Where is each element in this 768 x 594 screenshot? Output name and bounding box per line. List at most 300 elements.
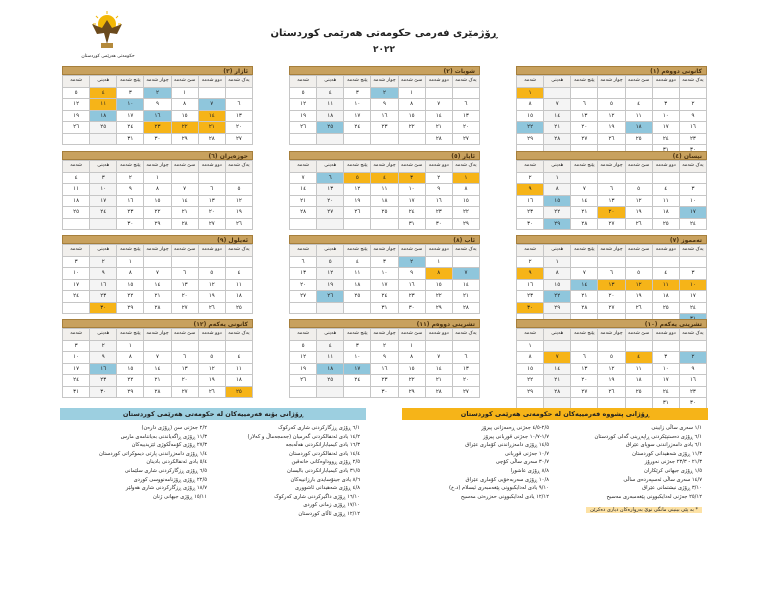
- day-cell: ٢٧: [198, 218, 225, 230]
- day-cell: ٢٩: [144, 218, 171, 230]
- day-cell: ٨: [425, 268, 452, 280]
- day-cell: ٢٣: [517, 207, 544, 219]
- day-cell: ١: [144, 172, 171, 184]
- day-cell: ٢٢: [117, 375, 144, 387]
- month-calendar: [62, 151, 253, 230]
- day-cell: [398, 133, 425, 145]
- day-cell: ٢٠: [198, 207, 225, 219]
- day-cell: [290, 302, 317, 314]
- day-cell: ١٤: [571, 279, 598, 291]
- day-cell: ٢٤: [652, 133, 679, 145]
- day-cell: ١٨: [652, 291, 679, 303]
- day-cell: ٧: [425, 99, 452, 111]
- day-cell: ٢٥: [652, 302, 679, 314]
- day-cell: ٧: [571, 268, 598, 280]
- day-cell: ٢٦: [317, 291, 344, 303]
- day-cell: ١٧: [398, 195, 425, 207]
- day-cell: ١: [452, 172, 479, 184]
- holiday-item: ٦/١ یادی دامەزراندنی سوپای عێراق: [625, 442, 702, 449]
- weekday-label: چوار شەمە: [598, 329, 625, 341]
- day-cell: ٤: [63, 172, 90, 184]
- day-cell: ٥: [317, 256, 344, 268]
- day-cell: ٥: [225, 184, 252, 196]
- weekday-label: هەینی: [317, 161, 344, 173]
- day-cell: [598, 87, 625, 99]
- day-cell: ٢٠: [598, 207, 625, 219]
- weekday-label: سێ شەمە: [171, 245, 198, 257]
- day-cell: ١٥: [144, 195, 171, 207]
- weekday-label: شەمە: [290, 245, 317, 257]
- day-cell: ١٠: [652, 110, 679, 122]
- day-cell: ٤: [652, 268, 679, 280]
- day-cell: [225, 87, 252, 99]
- day-cell: ٢: [398, 256, 425, 268]
- day-cell: ٩: [517, 268, 544, 280]
- holiday-item: ٢/٥-٤/٥ جەژنی ڕەمەزانی پیرۆز: [481, 425, 549, 431]
- day-cell: ٢٦: [198, 302, 225, 314]
- day-cell: ٢٨: [544, 133, 571, 145]
- day-cell: [290, 386, 317, 398]
- day-cell: ٢٤: [90, 207, 117, 219]
- day-cell: ١٥: [452, 195, 479, 207]
- day-cell: ٣٠: [517, 218, 544, 230]
- day-cell: ٢٥: [371, 207, 398, 219]
- day-cell: ٢٣: [517, 291, 544, 303]
- day-cell: ٥: [63, 87, 90, 99]
- day-cell: ٢٠: [452, 122, 479, 134]
- day-cell: [344, 218, 371, 230]
- day-cell: ١: [544, 172, 571, 184]
- day-cell: ١٧: [344, 363, 371, 375]
- weekday-label: شەمە: [290, 329, 317, 341]
- day-cell: ١٣: [171, 363, 198, 375]
- weekday-label: یەک شەمە: [679, 245, 706, 257]
- day-cell: ١٤: [171, 195, 198, 207]
- day-cell: ١٩: [625, 207, 652, 219]
- day-cell: ١٣: [317, 184, 344, 196]
- day-cell: ١٩: [317, 279, 344, 291]
- day-cell: ٥: [344, 172, 371, 184]
- day-cell: ١: [425, 256, 452, 268]
- day-cell: ١٠: [344, 352, 371, 364]
- day-cell: ١٢: [317, 268, 344, 280]
- month-title: تشرینی یەکەم (١٠): [516, 319, 707, 328]
- day-cell: ٣: [117, 87, 144, 99]
- holiday-item: ١٢/١٢ ڕۆژی ئاڵای کوردستان: [298, 510, 360, 517]
- day-cell: ٢٣: [371, 122, 398, 134]
- day-cell: ١٩: [63, 110, 90, 122]
- month-calendar: [62, 319, 253, 398]
- day-cell: ١١: [625, 110, 652, 122]
- month-title: ئاب (٨): [289, 235, 480, 244]
- day-cell: [198, 256, 225, 268]
- day-cell: ٤: [652, 184, 679, 196]
- day-cell: ٢٢: [517, 122, 544, 134]
- day-cell: ٣: [344, 87, 371, 99]
- day-cell: ٥: [598, 352, 625, 364]
- official-holidays-panel: [402, 408, 708, 513]
- day-cell: ١٣: [598, 279, 625, 291]
- day-cell: ٣٠: [371, 386, 398, 398]
- day-cell: ٢٨: [290, 207, 317, 219]
- day-cell: ٢١: [425, 375, 452, 387]
- day-cell: [198, 340, 225, 352]
- day-cell: ٢٠: [290, 279, 317, 291]
- day-cell: ١٨: [317, 110, 344, 122]
- holiday-item: ١٤/٥ ڕۆژی دامەزراندنی کۆماری عێراق: [465, 442, 549, 449]
- day-cell: ٢٩: [544, 218, 571, 230]
- holiday-item: ١/٤ ڕۆژی دامەزراندنی پارتی دیموکراتی کوردستان: [98, 450, 207, 457]
- day-cell: ٢٨: [571, 218, 598, 230]
- day-cell: ١٤: [144, 279, 171, 291]
- day-cell: [344, 133, 371, 145]
- day-cell: [679, 256, 706, 268]
- day-cell: ٧: [571, 184, 598, 196]
- day-cell: ٣: [398, 172, 425, 184]
- day-cell: ٨: [117, 352, 144, 364]
- weekday-label: سێ شەمە: [398, 329, 425, 341]
- holiday-item: ٢١/٣ - ٢٣/٣ جەژنی نەورۆز: [644, 459, 702, 466]
- holiday-item: ٢٧/٣ ڕۆژی کۆمەڵکوژی ئێزیدییەکان: [131, 442, 207, 449]
- day-cell: [452, 340, 479, 352]
- day-cell: ١: [517, 340, 544, 352]
- day-cell: ٩: [90, 352, 117, 364]
- weekday-label: پێنج شەمە: [571, 245, 598, 257]
- weekday-label: سێ شەمە: [625, 245, 652, 257]
- day-cell: ٢١: [290, 195, 317, 207]
- holiday-item: ٢/٢ جەژنی سن (ڕۆژی دارەن): [141, 425, 207, 431]
- day-cell: ٢٣: [679, 386, 706, 398]
- day-cell: ١٥: [425, 279, 452, 291]
- day-cell: ١٢: [625, 279, 652, 291]
- day-cell: ٢٢: [452, 207, 479, 219]
- day-cell: ١٤: [144, 363, 171, 375]
- day-cell: ٢٤: [63, 291, 90, 303]
- holiday-item: ١٦/٣ یادی کیمیابارانکردنی هەڵەبجە: [285, 442, 360, 449]
- day-cell: ١١: [317, 352, 344, 364]
- day-cell: ٣٠: [117, 218, 144, 230]
- day-cell: ٢٤: [679, 218, 706, 230]
- day-cell: ٦: [171, 352, 198, 364]
- day-cell: ١٤: [425, 363, 452, 375]
- holiday-item: ٣٠/٧ سەری ساڵی کۆچی: [495, 459, 549, 466]
- day-cell: ٢٤: [652, 386, 679, 398]
- day-cell: ١٨: [625, 122, 652, 134]
- weekday-label: چوار شەمە: [144, 76, 171, 88]
- holiday-item: ١٢/١٢ یادی لەدایکبوونی حەزرەتی مەسیح: [460, 493, 549, 500]
- day-cell: ١٢: [198, 363, 225, 375]
- weekday-label: سێ شەمە: [625, 76, 652, 88]
- day-cell: [652, 340, 679, 352]
- day-cell: [371, 218, 398, 230]
- day-cell: ١٦: [425, 195, 452, 207]
- day-cell: ١٢: [63, 99, 90, 111]
- holiday-item: ١/١ سەری ساڵی زایینی: [651, 425, 702, 431]
- day-cell: ٧: [452, 268, 479, 280]
- weekday-label: یەک شەمە: [679, 161, 706, 173]
- holiday-item: ١٤/٢ یادی ئەنفالکردنی گەرمیان (جەمجەماڵ و کەلار): [247, 433, 360, 440]
- month-title: شوبات (٢): [289, 66, 480, 75]
- weekday-label: پێنج شەمە: [344, 161, 371, 173]
- weekday-label: هەینی: [90, 76, 117, 88]
- holiday-item: ٣١/٥ یادی کیمیابارانکردنی بالیسان: [286, 467, 360, 474]
- day-cell: [171, 172, 198, 184]
- page-title: ڕۆژمێری فەرمی حکومەتی هەرێمی کوردستان: [270, 28, 498, 39]
- day-cell: ١٨: [317, 363, 344, 375]
- weekday-label: یەک شەمە: [225, 245, 252, 257]
- day-cell: ٢٧: [171, 302, 198, 314]
- weekday-label: شەمە: [63, 76, 90, 88]
- day-cell: ٨: [171, 99, 198, 111]
- weekday-label: چوار شەمە: [371, 245, 398, 257]
- day-cell: ١: [171, 87, 198, 99]
- holiday-item: ١٤/٧ سەری ساڵی ئەسپەردەی ساڵی: [623, 476, 702, 483]
- day-cell: [571, 256, 598, 268]
- day-cell: ٧: [544, 352, 571, 364]
- day-cell: ٢٧: [571, 133, 598, 145]
- month-title: حوزەیران (٦): [62, 151, 253, 160]
- day-cell: ١٧: [371, 279, 398, 291]
- day-cell: ٨: [517, 99, 544, 111]
- weekday-label: دوو شەمە: [198, 245, 225, 257]
- day-cell: ٧: [144, 268, 171, 280]
- day-cell: ١٥: [544, 195, 571, 207]
- weekday-label: دوو شەمە: [198, 76, 225, 88]
- weekday-label: سێ شەمە: [171, 161, 198, 173]
- day-cell: ٢٤: [398, 207, 425, 219]
- day-cell: ١٧: [652, 122, 679, 134]
- month-calendar: [516, 151, 707, 230]
- day-cell: ١٦: [679, 375, 706, 387]
- day-cell: ٣١: [63, 386, 90, 398]
- day-cell: ١١: [371, 184, 398, 196]
- holiday-item: ٣/١٠ ڕۆژی نیشتمانی عێراق: [642, 485, 702, 492]
- day-cell: ٣: [679, 268, 706, 280]
- day-cell: ٧: [425, 352, 452, 364]
- day-cell: ٢٩: [117, 302, 144, 314]
- day-cell: ١٥: [544, 279, 571, 291]
- day-cell: ٨: [144, 184, 171, 196]
- day-cell: ٢١: [452, 291, 479, 303]
- day-cell: ١٩: [598, 375, 625, 387]
- day-cell: ٢٣: [679, 133, 706, 145]
- day-cell: ١٦: [517, 195, 544, 207]
- day-cell: ٢٢: [398, 122, 425, 134]
- day-cell: [290, 133, 317, 145]
- day-cell: ١٢: [598, 110, 625, 122]
- day-cell: ١٨: [225, 375, 252, 387]
- day-cell: ٩: [117, 184, 144, 196]
- weekday-label: دوو شەمە: [652, 245, 679, 257]
- weekday-label: پێنج شەمە: [571, 161, 598, 173]
- day-cell: ١٠: [679, 279, 706, 291]
- day-cell: ٢٣: [117, 207, 144, 219]
- day-cell: [571, 340, 598, 352]
- holiday-item: ٢٥/١٢ جەژنی لەدایکبوونی پێغەمبەری مەسیح: [606, 493, 702, 500]
- day-cell: ٢: [425, 172, 452, 184]
- day-cell: ٤: [225, 352, 252, 364]
- day-cell: ٢٨: [571, 302, 598, 314]
- day-cell: ٥: [198, 352, 225, 364]
- day-cell: [317, 386, 344, 398]
- day-cell: ٢٩: [171, 133, 198, 145]
- day-cell: ٢: [144, 87, 171, 99]
- weekday-label: یەک شەمە: [225, 161, 252, 173]
- day-cell: [144, 340, 171, 352]
- holiday-item: ١٥/١١ ڕۆژی جیهانی ژنان: [153, 493, 207, 500]
- day-cell: ٢٧: [452, 133, 479, 145]
- day-cell: [225, 256, 252, 268]
- day-cell: ٢١: [571, 207, 598, 219]
- day-cell: ٦: [171, 268, 198, 280]
- day-cell: ٢٩: [425, 302, 452, 314]
- weekday-label: یەک شەمە: [452, 76, 479, 88]
- weekday-label: سێ شەمە: [398, 76, 425, 88]
- weekday-label: شەمە: [517, 161, 544, 173]
- day-cell: ٢٧: [598, 302, 625, 314]
- day-cell: ٣٠: [517, 302, 544, 314]
- day-cell: ٣: [63, 256, 90, 268]
- day-cell: ٢٧: [317, 207, 344, 219]
- day-cell: ٧: [290, 172, 317, 184]
- day-cell: ٢٤: [117, 122, 144, 134]
- day-cell: ١١: [652, 195, 679, 207]
- weekday-label: دوو شەمە: [425, 245, 452, 257]
- day-cell: ١٧: [652, 375, 679, 387]
- day-cell: [625, 340, 652, 352]
- day-cell: ٢: [117, 172, 144, 184]
- day-cell: ٢٢: [398, 375, 425, 387]
- day-cell: ٨: [544, 268, 571, 280]
- day-cell: ٦: [198, 184, 225, 196]
- day-cell: ٢٣: [90, 291, 117, 303]
- holiday-item: ١٧/١٠ ڕۆژی زمانی کوردی: [303, 502, 360, 509]
- weekday-label: شەمە: [290, 76, 317, 88]
- day-cell: ١٤: [198, 110, 225, 122]
- day-cell: [144, 256, 171, 268]
- day-cell: ٩: [517, 184, 544, 196]
- day-cell: ١١: [90, 99, 117, 111]
- day-cell: ١٣: [290, 268, 317, 280]
- day-cell: ٥: [625, 184, 652, 196]
- day-cell: [317, 218, 344, 230]
- weekday-label: هەینی: [544, 329, 571, 341]
- day-cell: ٢٦: [625, 302, 652, 314]
- day-cell: ٢٠: [452, 375, 479, 387]
- day-cell: [371, 133, 398, 145]
- day-cell: ١١: [225, 279, 252, 291]
- weekday-label: هەینی: [317, 76, 344, 88]
- day-cell: ٦: [452, 352, 479, 364]
- day-cell: ٢٩: [117, 386, 144, 398]
- day-cell: ٢٩: [398, 386, 425, 398]
- day-cell: ٢٦: [625, 218, 652, 230]
- day-cell: ١: [398, 340, 425, 352]
- month-calendar: [516, 66, 707, 157]
- holidays-note: * بە پێی بینینی مانگی نوێ بەروارەکان دیاری دەکرێن: [586, 507, 702, 513]
- day-cell: ١٨: [344, 279, 371, 291]
- day-cell: ١٦: [679, 122, 706, 134]
- day-cell: ٧: [544, 99, 571, 111]
- day-cell: ٢٧: [598, 218, 625, 230]
- day-cell: ٣: [90, 172, 117, 184]
- holiday-item: ٨/٨ ڕۆژی عاشورا: [510, 467, 549, 474]
- weekday-label: سێ شەمە: [171, 76, 198, 88]
- day-cell: ١٧: [63, 363, 90, 375]
- day-cell: [625, 87, 652, 99]
- day-cell: ١٨: [90, 110, 117, 122]
- weekday-label: یەک شەمە: [225, 76, 252, 88]
- day-cell: [63, 218, 90, 230]
- day-cell: ١٥: [398, 363, 425, 375]
- holiday-item: ١/٥ ڕۆژی جیهانی کرێکاران: [644, 467, 702, 474]
- day-cell: ٢٨: [544, 386, 571, 398]
- day-cell: ٢: [517, 172, 544, 184]
- day-cell: ١٩: [344, 195, 371, 207]
- day-cell: ٢٠: [571, 122, 598, 134]
- official-holidays-list-b: [402, 420, 555, 505]
- day-cell: [652, 87, 679, 99]
- day-cell: ٣٠: [679, 398, 706, 410]
- weekday-label: دوو شەمە: [652, 76, 679, 88]
- weekday-label: یەک شەمە: [225, 329, 252, 341]
- holiday-item: ٢/٥ ڕۆژی ڕووداوەکانی خانەقین: [291, 459, 360, 466]
- day-cell: ١٨: [225, 291, 252, 303]
- month-calendar: [289, 235, 480, 314]
- holiday-item: ١٨/٧ ڕۆژی ڕزگارکردنی شاری هەولێر: [125, 485, 207, 492]
- holiday-item: ١/٧-١٠/٧ جەژنی قوربانی پیرۆز: [483, 433, 549, 440]
- weekday-label: دوو شەمە: [425, 76, 452, 88]
- day-cell: ٨: [452, 184, 479, 196]
- official-occasions-list-b: [60, 420, 213, 523]
- weekday-label: شەمە: [517, 245, 544, 257]
- holiday-item: ١١/٣ ڕۆژی ڕاگەیاندنی بەیاننامەی مارس: [120, 433, 207, 440]
- day-cell: ٩: [371, 352, 398, 364]
- day-cell: ١٩: [625, 291, 652, 303]
- day-cell: ١٦: [144, 110, 171, 122]
- day-cell: ١١: [652, 279, 679, 291]
- month-title: کانونی یەکەم (١٢): [62, 319, 253, 328]
- day-cell: ٤: [371, 172, 398, 184]
- weekday-label: هەینی: [317, 329, 344, 341]
- weekday-label: شەمە: [63, 161, 90, 173]
- day-cell: ١٧: [679, 207, 706, 219]
- day-cell: ٦: [290, 256, 317, 268]
- official-holidays-list-a: [555, 420, 708, 505]
- day-cell: [317, 133, 344, 145]
- day-cell: [90, 133, 117, 145]
- day-cell: ١٢: [598, 363, 625, 375]
- weekday-label: چوار شەمە: [598, 245, 625, 257]
- day-cell: ١٣: [571, 363, 598, 375]
- day-cell: ٢٤: [344, 375, 371, 387]
- holiday-item: ٦/١ ڕۆژی ڕزگارکردنی شاری کەرکوک: [278, 425, 360, 431]
- day-cell: ٢٦: [290, 122, 317, 134]
- day-cell: ٨: [117, 268, 144, 280]
- weekday-label: چوار شەمە: [144, 329, 171, 341]
- day-cell: ١٠: [63, 352, 90, 364]
- weekday-label: هەینی: [90, 161, 117, 173]
- day-cell: ١٤: [544, 363, 571, 375]
- weekday-label: چوار شەمە: [598, 161, 625, 173]
- day-cell: ٢٣: [371, 375, 398, 387]
- weekday-label: هەینی: [544, 76, 571, 88]
- day-cell: ٦: [598, 184, 625, 196]
- day-cell: [625, 256, 652, 268]
- month-calendar: [62, 235, 253, 314]
- day-cell: [571, 172, 598, 184]
- day-cell: ١٠: [652, 363, 679, 375]
